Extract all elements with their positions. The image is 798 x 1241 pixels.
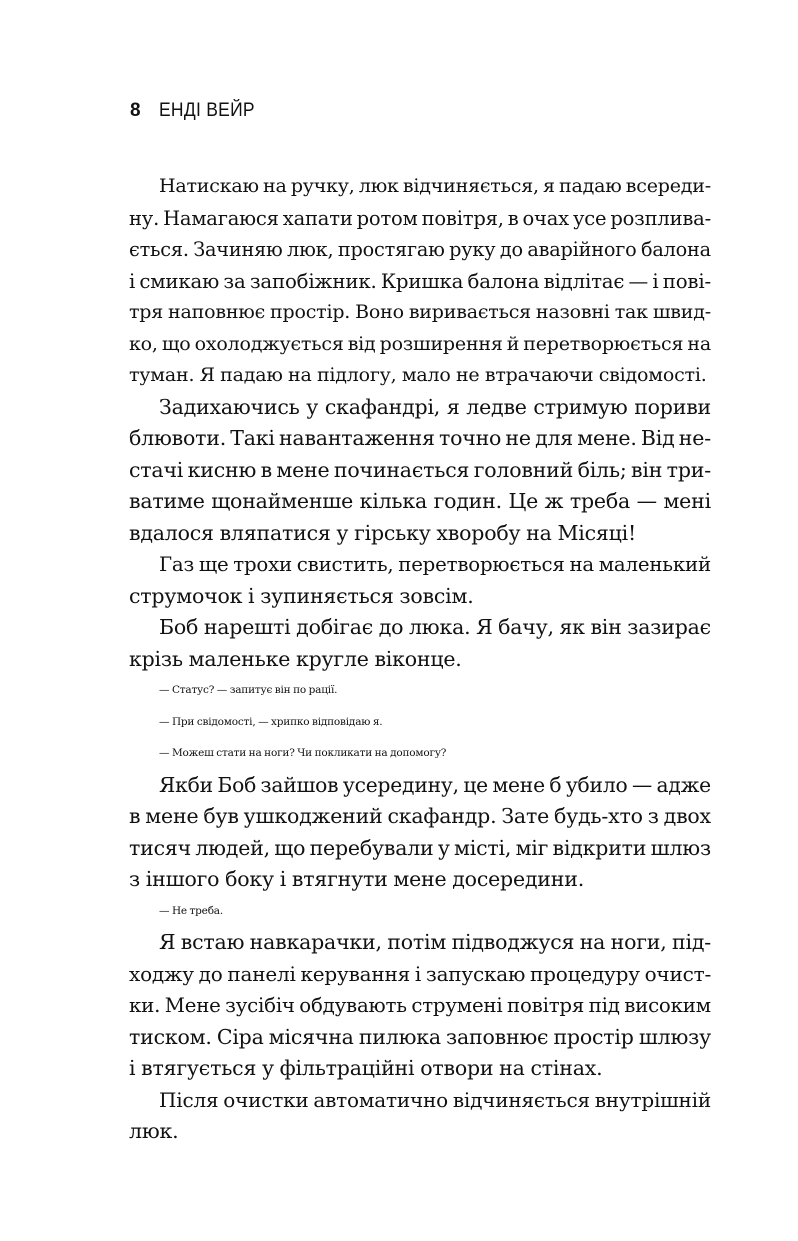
word: мене. xyxy=(577,426,637,450)
word: відчиняється xyxy=(452,1087,590,1112)
word: заповнює xyxy=(446,1024,549,1049)
word: відкрити xyxy=(552,835,647,860)
word: ватиме xyxy=(129,489,205,513)
word: люк, xyxy=(287,238,334,261)
word: і xyxy=(414,961,422,986)
page-number: 8 xyxy=(130,100,141,121)
word: що xyxy=(161,332,191,355)
word: відчиняється, xyxy=(402,175,539,197)
word: ко, xyxy=(129,332,158,355)
word: до xyxy=(378,615,404,639)
word: потім xyxy=(387,930,447,954)
text-line: крізь маленьке кругле віконце. xyxy=(129,646,462,671)
word: я xyxy=(446,394,460,419)
word: три- xyxy=(666,457,711,482)
body-text xyxy=(129,171,711,1148)
word: він xyxy=(590,615,622,639)
word: очах xyxy=(522,206,569,230)
word: блювоти. xyxy=(129,426,227,450)
word: Воно xyxy=(355,301,404,323)
word: ну. xyxy=(129,206,160,230)
word: за xyxy=(223,269,246,293)
word: ється. xyxy=(129,238,189,261)
word: Після xyxy=(159,1087,219,1112)
word: автоматично xyxy=(313,1087,448,1112)
word: перетворюється xyxy=(523,332,684,355)
word: в xyxy=(260,457,272,482)
text-line xyxy=(129,549,711,581)
word: пориви xyxy=(634,394,711,419)
word: швид- xyxy=(652,301,711,323)
text-line: — Статус? — запитує він по рації. xyxy=(159,684,338,696)
word: для xyxy=(535,426,574,450)
word: скафандр. xyxy=(387,804,497,828)
word: не- xyxy=(678,426,711,450)
text-line xyxy=(129,392,711,424)
word: і xyxy=(129,269,136,293)
word: усередину, xyxy=(342,772,459,797)
word: треба xyxy=(569,489,631,513)
word: ноги, xyxy=(610,930,667,954)
word: балона xyxy=(640,238,711,261)
word: маленький xyxy=(598,553,711,576)
text-line: — При свідомості, — хрипко відповідаю я. xyxy=(159,715,383,728)
word: люк xyxy=(358,175,399,197)
word: усе xyxy=(573,206,607,230)
word: перетворюється xyxy=(398,553,565,576)
word: зусібіч xyxy=(225,994,295,1017)
word: Боб xyxy=(217,772,257,797)
word: навантаження xyxy=(278,426,435,450)
word: у xyxy=(437,835,450,860)
word: Я xyxy=(476,615,493,639)
text-line xyxy=(129,423,711,455)
word: так xyxy=(614,301,648,323)
word: кисню xyxy=(187,457,257,482)
text-line xyxy=(129,1085,711,1117)
word: нарешті xyxy=(203,615,291,639)
word: точно xyxy=(438,426,502,450)
word: відлітає xyxy=(543,269,625,293)
word: місті, xyxy=(454,835,512,860)
word: ручку, xyxy=(290,175,355,197)
word: охолоджується xyxy=(194,332,344,355)
word: Натискаю xyxy=(159,175,259,197)
word: тря xyxy=(129,301,164,323)
word: підводжуся xyxy=(451,930,575,954)
text-line xyxy=(129,455,711,487)
word: під- xyxy=(672,930,711,954)
word: зазирає xyxy=(627,615,711,639)
word: ходжу xyxy=(129,961,194,986)
word: не xyxy=(505,426,531,450)
word: повітря xyxy=(507,994,585,1017)
text-line xyxy=(129,203,711,235)
word: мене xyxy=(145,804,199,828)
word: як xyxy=(559,615,585,639)
word: до xyxy=(499,238,523,261)
word: головний xyxy=(473,457,574,482)
word: шлюзу xyxy=(638,1024,711,1049)
word: убило xyxy=(565,772,628,797)
word: з xyxy=(647,804,659,828)
text-line xyxy=(129,486,711,518)
word: він xyxy=(631,457,663,482)
text-line xyxy=(129,297,711,329)
word: адже xyxy=(656,772,711,797)
word: кілька xyxy=(359,489,428,513)
word: простягаю xyxy=(337,238,445,261)
word: всереди- xyxy=(625,175,711,197)
word: обдувають xyxy=(299,994,407,1017)
word: руку xyxy=(449,238,496,261)
word: скафандрі, xyxy=(324,394,441,419)
word: Я xyxy=(159,930,176,954)
text-line xyxy=(129,959,711,991)
word: свистить, xyxy=(296,553,394,576)
word: перебували xyxy=(309,835,434,860)
word: ледве xyxy=(466,394,527,419)
word: і xyxy=(652,269,659,293)
word: назовні xyxy=(535,301,610,323)
word: міг xyxy=(515,835,549,860)
word: двох xyxy=(663,804,711,828)
word: балона xyxy=(467,269,540,293)
text-line: струмочок і зупиняється зовсім. xyxy=(129,583,474,608)
word: я xyxy=(543,175,555,197)
word: Зате xyxy=(501,804,550,828)
word: повітря, xyxy=(421,206,504,230)
text-line xyxy=(129,770,711,802)
word: — xyxy=(628,269,649,293)
word: — xyxy=(636,489,657,513)
text-line xyxy=(129,927,711,959)
word: процедуру xyxy=(530,961,640,986)
text-line: — Можеш стати на ноги? Чи покликати на допомогу? xyxy=(159,747,447,759)
word: стримую xyxy=(533,394,628,419)
word: зайшов xyxy=(260,772,339,797)
running-title: ЕНДІ ВЕЙР xyxy=(158,100,255,121)
word: до xyxy=(198,961,223,986)
word: хапати xyxy=(282,206,353,230)
word: це xyxy=(463,772,488,797)
word: встаю xyxy=(180,930,245,954)
word: простір xyxy=(553,1024,634,1049)
text-line: вдалося вляпатися у гірську хворобу на Місяці! xyxy=(129,520,636,545)
word: людей, xyxy=(195,835,270,860)
text-line xyxy=(129,612,711,644)
text-line xyxy=(129,234,711,266)
word: й xyxy=(506,332,520,355)
word: ж xyxy=(544,489,564,513)
word: годин. xyxy=(433,489,502,513)
word: на xyxy=(579,930,606,954)
word: був xyxy=(203,804,239,828)
word: ки. xyxy=(129,994,161,1017)
word: Мене xyxy=(164,994,221,1017)
word: на xyxy=(263,175,287,197)
word: під xyxy=(588,994,620,1017)
word: Задихаючись xyxy=(159,394,300,419)
word: б xyxy=(549,772,562,797)
text-line: люк. xyxy=(129,1119,179,1143)
word: розплива- xyxy=(610,206,711,230)
text-line xyxy=(129,1022,711,1054)
text-line xyxy=(129,266,711,298)
word: трохи xyxy=(233,553,293,576)
word: очист- xyxy=(644,961,711,986)
word: в xyxy=(129,804,141,828)
word: керування xyxy=(300,961,411,986)
word: шлюз xyxy=(650,835,711,860)
word: панелі xyxy=(227,961,296,986)
word: виривається xyxy=(408,301,531,323)
word: добігає xyxy=(296,615,374,639)
word: Це xyxy=(508,489,539,513)
word: Сіра xyxy=(216,1024,264,1049)
word: — xyxy=(632,772,653,797)
word: Від xyxy=(640,426,675,450)
word: пилюка xyxy=(358,1024,441,1049)
text-line xyxy=(129,801,711,833)
word: Кришка xyxy=(380,269,464,293)
text-line xyxy=(129,833,711,865)
text-line: і втягується у фільтраційні отвори на стінах. xyxy=(129,1056,603,1080)
word: Такі xyxy=(230,426,275,450)
text-line xyxy=(129,171,711,203)
word: мене xyxy=(492,772,545,797)
text-line xyxy=(129,329,711,361)
word: струмені xyxy=(411,994,503,1017)
text-line xyxy=(129,990,711,1022)
word: тиском. xyxy=(129,1024,212,1049)
page-header xyxy=(130,100,263,130)
text-line: з іншого боку і втягнути мене досередини. xyxy=(129,867,585,891)
word: будь-хто xyxy=(553,804,643,828)
word: Намагаюся xyxy=(163,206,279,230)
word: ушкоджений xyxy=(243,804,383,828)
word: Зачиняю xyxy=(193,238,283,261)
word: тисяч xyxy=(129,835,191,860)
word: очистки xyxy=(223,1087,309,1112)
word: пові- xyxy=(662,269,711,293)
word: що xyxy=(274,835,306,860)
word: люка. xyxy=(408,615,471,639)
word: мені xyxy=(663,489,711,513)
word: наповнює xyxy=(168,301,266,323)
word: бачу, xyxy=(498,615,554,639)
word: стачі xyxy=(129,457,184,482)
word: в xyxy=(507,206,519,230)
word: смикаю xyxy=(139,269,220,293)
word: внутрішній xyxy=(594,1087,711,1112)
word: біль; xyxy=(577,457,627,482)
word: починається xyxy=(333,457,470,482)
word: ротом xyxy=(356,206,418,230)
word: падаю xyxy=(559,175,622,197)
word: мене xyxy=(276,457,330,482)
word: Газ xyxy=(159,553,195,576)
word: Якби xyxy=(159,772,213,797)
word: навкарачки, xyxy=(249,930,382,954)
text-line: — Не треба. xyxy=(159,904,224,917)
word: запобіжник. xyxy=(249,269,377,293)
word: Боб xyxy=(159,615,199,639)
word: запускаю xyxy=(425,961,526,986)
word: на xyxy=(569,553,594,576)
word: місячна xyxy=(268,1024,354,1049)
word: у xyxy=(306,394,319,419)
word: ще xyxy=(198,553,229,576)
word: на xyxy=(687,332,711,355)
word: високим xyxy=(624,994,711,1017)
word: аварійного xyxy=(527,238,637,261)
word: від xyxy=(347,332,376,355)
word: щонайменше xyxy=(211,489,354,513)
text-line: туман. Я падаю на підлогу, мало не втрачаючи свідомості. xyxy=(129,364,707,386)
word: розширення xyxy=(379,332,503,355)
word: простір. xyxy=(270,301,351,323)
